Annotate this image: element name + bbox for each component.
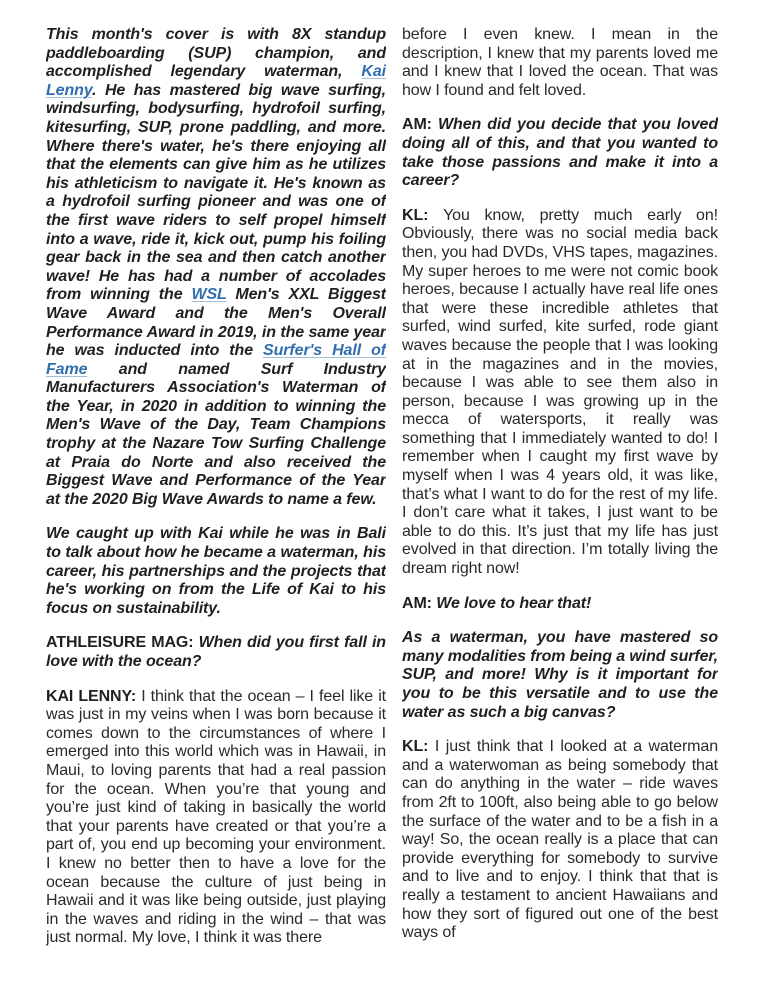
- text-segment: We caught up with Kai while he was in Bali to talk about how he became a waterman, his career, his partnerships and the projects that he's working on from the Life of Kai to his focus on sustainability.: [46, 525, 386, 617]
- paragraph-answer: [46, 688, 386, 948]
- paragraph-answer-continuation: [402, 26, 718, 100]
- text-segment: You know, pretty much early on! Obviously, there was no social media back then, you had DVDs, VHS tapes, magazines. My super heroes to me were not comic book heroes, because I actually have real life ones that were these incredible athletes that surfed, wind surfed, kite surfed, rode giant waves because the people that I was looking at in the magazines and in the movies, because I was able to see them also in person, because I was growing up in the mecca of watersports, it really was something that I immediately wanted to do! I remember when I caught my first wave by myself when I was 4 years old, it was like, that’s what I want to do for the rest of my life. I don’t care what it takes, I just want to be able to do this. It’s just that my life has just evolved in that direction. I’m totally living the dream right now!: [402, 206, 718, 578]
- text-segment: ATHLEISURE MAG:: [46, 634, 199, 652]
- text-segment: We love to hear that!: [436, 594, 592, 612]
- article-column-left: [46, 26, 386, 994]
- article-column-right: [402, 26, 718, 994]
- text-segment: I just think that I looked at a waterman and a waterwoman as being somebody that can do anything in the water – ride waves from 2ft to 100ft, also being able to go below the surface of the water and to be a fish in a way! So, the ocean really is a place that can provide everything for somebody to survive and to live and to enjoy. I think that that is really a testament to ancient Hawaiians and how they sort of figured out one of the best ways of: [402, 738, 718, 942]
- paragraph-question: [46, 634, 386, 671]
- text-segment: This month's cover is with 8X standup paddleboarding (SUP) champion, and accomplished legendary waterman,: [46, 26, 386, 81]
- paragraph-answer: [402, 738, 718, 943]
- text-segment: and named Surf Industry Manufacturers Association's Waterman of the Year, in 2020 in addition to winning the Men's Wave of the Day, Team Champions trophy at the Nazare Tow Surfing Challenge at Praia do Norte and also received the Biggest Wave and Performance of the Year at the 2020 Big Wave Awards to name a few.: [46, 360, 386, 508]
- text-segment: KL:: [402, 738, 435, 756]
- text-segment: As a waterman, you have mastered so many modalities from being a wind surfer, SUP, and more! Why is it important for you to be this versatile and to use the water as such a big canvas?: [402, 629, 718, 721]
- text-segment: AM:: [402, 116, 439, 134]
- text-segment: KAI LENNY:: [46, 687, 142, 705]
- text-segment: I think that the ocean – I feel like it was just in my veins when I was born because it comes down to the circumstances of where I emerged into this world which was in Hawaii, in Maui, to loving parents that had a real passion for the ocean. When you’re that young and you’re just kind of taking in basically the world that your parents have created or that you’re a part of, you end up becoming your environment. I knew no better then to have a love for the ocean because the culture of just being in Hawaii and it was like being outside, just playing in the waves and riding in the wind – that was just normal. My love, I think it was there: [46, 687, 386, 947]
- text-segment: When did you first fall in love with the ocean?: [46, 634, 386, 670]
- paragraph-intro: [46, 525, 386, 618]
- text-segment: KL:: [402, 206, 444, 224]
- text-segment: before I even knew. I mean in the description, I knew that my parents loved me and I knew that I loved the ocean. That was how I found and felt loved.: [402, 26, 718, 99]
- text-segment: Men's XXL Biggest Wave Award and the Men's Overall Performance Award in 2019, in the same year he was inducted into the: [46, 286, 386, 360]
- paragraph-answer: [402, 207, 718, 579]
- paragraph-question: [402, 595, 718, 614]
- kai-lenny-link[interactable]: Kai Lenny: [46, 63, 386, 99]
- paragraph-intro: [46, 26, 386, 509]
- text-segment: AM:: [402, 594, 437, 612]
- surfers-hall-of-fame-link[interactable]: Surfer's Hall of Fame: [46, 342, 386, 378]
- text-segment: . He has mastered big wave surfing, windsurfing, bodysurfing, hydrofoil surfing, kitesurfing, SUP, prone paddling, and more. Where there's water, he's there enjoying all that the elements can give him as he utilizes his athleticism to navigate it. He's known as a hydrofoil surfing pioneer and was one of the first wave riders to self propel himself into a wave, ride it, kick out, pump his foiling gear back in the sea and then catch another wave! He has had a number of accolades from winning the: [46, 81, 386, 304]
- paragraph-question: [402, 116, 718, 190]
- wsl-link[interactable]: WSL: [191, 286, 227, 304]
- paragraph-question-continuation: [402, 629, 718, 722]
- text-segment: When did you decide that you loved doing all of this, and that you wanted to take those passions and make it into a career?: [402, 116, 718, 190]
